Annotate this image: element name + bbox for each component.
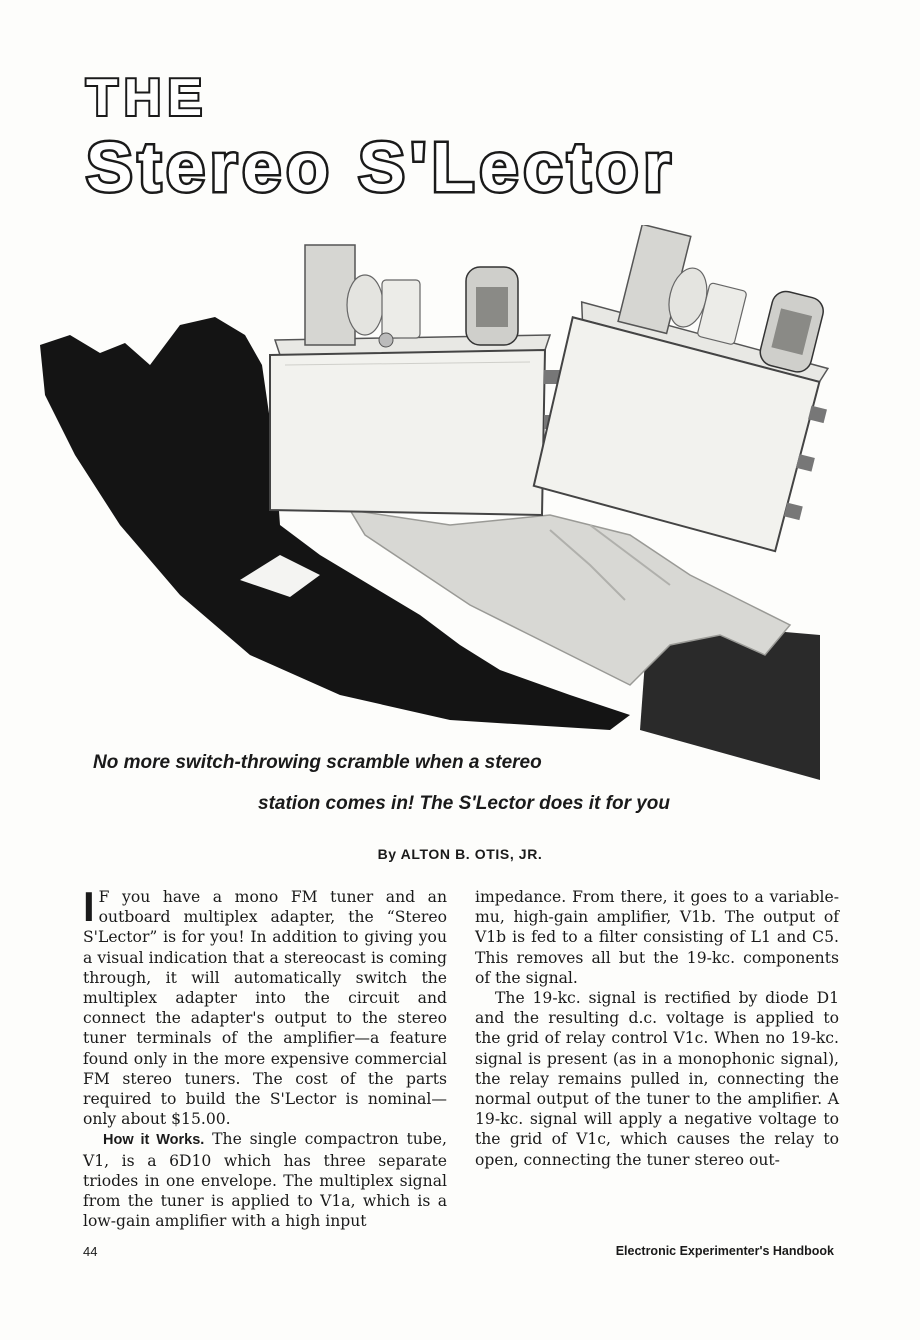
paragraph-2-text: The single compactron tube, V1, is a 6D10 which has three separate triodes in one envelope. The multiplex signal from the tuner is applied to V1a, which is a low-gain amplifier with a high input [83, 1130, 447, 1231]
paragraph-2-continuation [475, 887, 839, 988]
drop-cap: I [83, 883, 95, 930]
byline: By ALTON B. OTIS, JR. [377, 846, 543, 862]
paragraph-2-continued: impedance. From there, it goes to a variable-mu, high-gain amplifier, V1b. The output of V1b is fed to a filter consisting of L1 and C5. This removes all but the 19-kc. components of the signal. [475, 888, 839, 987]
article-title: Stereo S'Lector [86, 128, 676, 206]
section-heading-how-it-works: How it Works. [103, 1132, 205, 1149]
chassis-right [530, 225, 830, 555]
paragraph-1-text: F you have a mono FM tuner and an outboard multiplex adapter, the “Stereo S'Lector” is for you! In addition to giving you a visual indication that a stereocast is coming through, it will automatically switch the multiplex adapter into the circuit and connect the adapter's output to the stereo tuner terminals of the amplifier—a feature found only in the more expensive commercial FM stereo tuners. The cost of the parts required to build the S'Lector is nominal—only about $15.00. [83, 888, 447, 1129]
publication-name: Electronic Experimenter's Handbook [615, 1244, 834, 1258]
photo-hands-holding-units [30, 225, 830, 785]
body-column-right [475, 887, 839, 1170]
deck-line-1: No more switch-throwing scramble when a stereo [93, 752, 542, 773]
page-number: 44 [83, 1244, 98, 1259]
paragraph-3: The 19-kc. signal is rectified by diode D1 and the resulting d.c. voltage is applied to the grid of relay control V1c. When no 19-kc. signal is present (as in a monophonic signal), the relay remains pulled in, connecting the normal output of the tuner to the amplifier. A 19-kc. signal will apply a negative voltage to the grid of V1c, which causes the relay to open, connecting the tuner stereo out- [475, 989, 839, 1169]
paragraph-1 [83, 883, 447, 1129]
paragraph-2 [83, 1129, 447, 1231]
title-the: THE [86, 69, 208, 127]
chassis-left [270, 245, 560, 515]
deck-line-2: station comes in! The S'Lector does it for you [258, 793, 671, 814]
body-column-left [83, 883, 447, 1231]
